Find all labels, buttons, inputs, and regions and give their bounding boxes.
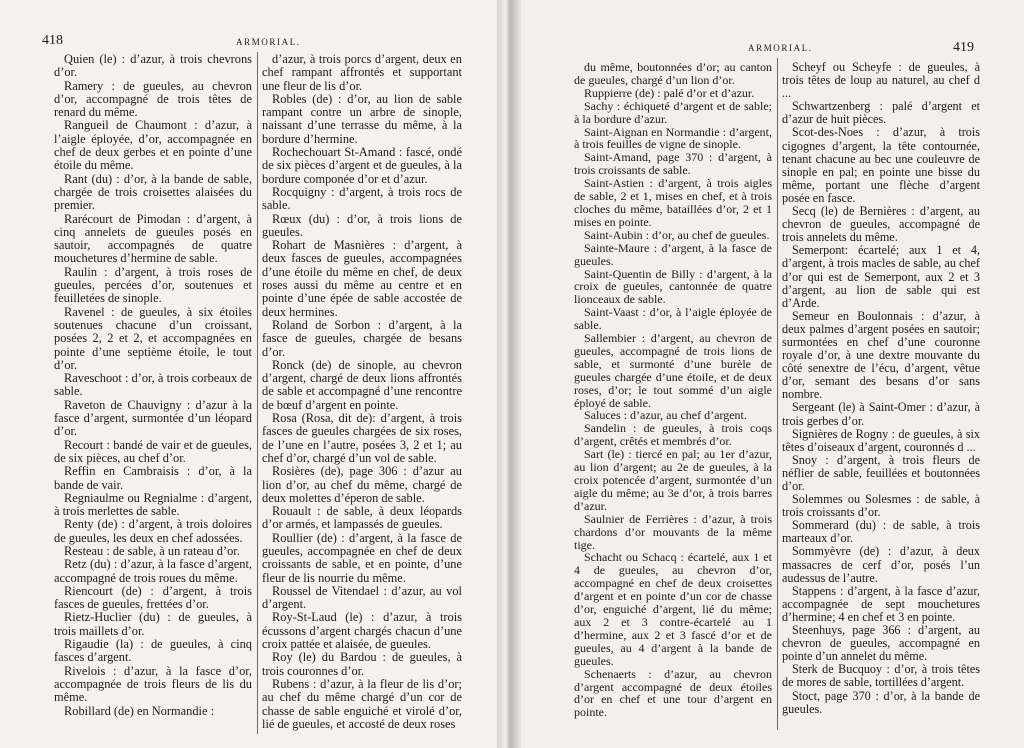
entry: Steenhuys, page 366 : d’argent, au chevron de gueules, accompagné en pointe d’un annelet du même. [782,623,980,664]
entry: Ravenel : de gueules, à six étoiles soutenues chacune d’un croissant, posées 2, 2 et 2, et accompagnées en pointe d’une septième étoile, le tout d’or. [54,304,252,372]
entry: Quien (le) : d’azur, à trois chevrons d’or. [54,52,252,80]
entry: Raulin : d’argent, à trois roses de gueules, percées d’or, soutenues et feuilletées de sinople. [54,264,252,306]
entry: Roland de Sorbon : d’argent, à la fasce de gueules, chargée de besans d’or. [262,317,462,359]
page-number-right: 419 [953,40,974,55]
entry: Sachy : échiqueté d’argent et de sable; à la bordure d’azur. [574,98,772,126]
entry: Roullier (de) : d’argent, à la fasce de gueules, accompagnée en chef de deux croissants de sable, et en pointe, d’une fleur de lis nourrie du même. [262,530,462,585]
entry: Snoy : d’argent, à trois fleurs de néflier de sable, feuillées et boutonnées d’or. [782,452,980,493]
left-column-1 [54,53,252,718]
entry: Ruppierre (de) : palé d’or et d’azur. [584,85,755,100]
entry: Rubens : d’azur, à la fleur de lis d’or; au chef du même chargé d’un cor de chasse de sable enguiché et virolé d’or, lié de gueules, et accosté de deux roses [262,676,462,731]
entry: d’azur, à trois porcs d’argent, deux en chef rampant affrontés et supportant une fleur de lis d’or. [262,52,462,93]
entry: Rochechouart St-Amand : fascé, ondé de six pièces d’argent et de gueules, à la bordure componée d’or et d’azur. [262,145,462,186]
entry: Semeur en Boulonnais : d’azur, à deux palmes d’argent posées en sautoir; surmontées en chef d’une couronne royale d’or, à une dextre mouvante du côté senextre de l’écu, d’argent, vêtue d’or, semant des besans d’or sans nombre. [782,308,980,402]
entry: Robles (de) : d’or, au lion de sable rampant contre un arbre de sinople, naissant d’une terrasse du même, à la bordure d’hermine. [262,91,462,146]
entry: Schacht ou Schacq : écartelé, aux 1 et 4 de gueules, au chevron d’or, accompagné en chef de deux croisettes d’argent et en pointe d’un cor de chasse d’or, enguiché d’argent, lié du même; aux 2 et 3 contre-écartelé au 1 d’hermine, aux 2 et 3 fascé d’or et de gueules, au 4 d’argent à la bande de gueules. [574,550,772,668]
right-column-2 [782,61,980,716]
entry: Raveton de Chauvigny : d’azur à la fasce d’argent, surmontée d’un léopard d’or. [54,397,252,439]
entry: Schenaerts : d’azur, au chevron d’argent accompagné de deux étoiles d’or en chef et une tour d’argent en pointe. [574,666,772,720]
entry: Stappens : d’argent, à la fasce d’azur, accompagnée de sept mouchetures d’hermine; 4 en chef et 3 en pointe. [782,583,980,624]
entry: Saint-Astien : d’argent, à trois aigles de sable, 2 et 1, mises en chef, et à trois cloches du même, bataillées d’or, 2 et 1 mises en pointe. [574,176,772,229]
entry: Saint-Aubin : d’or, au chef de gueules. [584,227,770,242]
entry: Rœux (du) : d’or, à trois lions de gueules. [262,211,462,239]
entry: Rant (du) : d’or, à la bande de sable, chargée de trois croisettes alaisées du premier. [54,171,252,213]
running-head-right: ARMORIAL. [748,43,813,53]
right-page [521,0,1024,748]
entry: Rouault : de sable, à deux léopards d’or armés, et lampassés de gueules. [262,504,462,532]
entry: Secq (le) de Bernières : d’argent, au chevron de gueules, accompagné de trois annelets du même. [782,204,980,245]
page-number-left: 418 [42,33,63,48]
entry: Reffin en Cambraisis : d’or, à la bande de vair. [54,464,252,492]
entry: Sainte-Maure : d’argent, à la fasce de gueules. [574,240,772,268]
left-page [0,0,497,748]
book-gutter [497,0,521,748]
entry: Sallembier : d’argent, au chevron de gueules, accompagné de trois lions de sable, et surmonté d’une burèle de gueules chargée d’une étoile, et de deux roses, d’or; le tout sommé d’un aigle éployé de sable. [574,331,772,410]
entry: Roy-St-Laud (le) : d’azur, à trois écussons d’argent chargés chacun d’une croix pattée et alaisée, de gueules. [262,610,462,652]
entry: Scheyf ou Scheyfe : de gueules, à trois têtes de loup au naturel, au chef d ... [782,60,980,101]
entry: Solemmes ou Solesmes : de sable, à trois croissants d’or. [782,492,980,520]
entry: Sterk de Bucquoy : d’or, à trois têtes de mores de sable, tortillées d’argent. [782,662,980,690]
entry: Rarécourt de Pimodan : d’argent, à cinq annelets de gueules posés en sautoir, accompagnés de quatre mouchetures d’hermine de sable. [54,211,252,266]
entry: Sandelin : de gueules, à trois coqs d’argent, crêtés et membrés d’or. [574,421,772,449]
entry: Saluces : d’azur, au chef d’argent. [584,408,747,423]
column-rule-right [777,58,778,730]
column-rule-left [257,52,258,734]
entry: Sart (le) : tiercé en pal; au 1er d’azur, au lion d’argent; au 2e de gueules, à la croix potencée d’argent, surmontée d’un aigle du même; au 3e d’or, à trois barres d’azur. [574,447,772,513]
entry: Saulnier de Ferrières : d’azur, à trois chardons d’or mouvants de la même tige. [574,511,772,552]
entry: Ramery : de gueules, au chevron d’or, accompagné de trois têtes de renard du même. [54,78,252,120]
entry: Rosa (Rosa, dit de): d’argent, à trois fasces de gueules chargées de six roses, de l’une en l’autre, posées 3, 2 et 1; au chef d’or, chargé d’un vol de sable. [262,411,462,465]
entry: Renty (de) : d’argent, à trois doloires de gueules, les deux en chef adossées. [54,517,252,545]
entry: Rivelois : d’azur, à la fasce d’or, accompagnée de trois fleurs de lis du même. [54,663,252,705]
entry: Riencourt (de) : d’argent, à trois fasces de gueules, frettées d’or. [54,583,252,612]
running-head-left: ARMORIAL. [236,37,301,47]
entry: Scot-des-Noes : d’azur, à trois cigognes d’argent, la tête contournée, tenant chacune au bec une couleuvre de sinople en pal; en pointe une bisse du même, portant une flèche d’argent posée en fasce. [782,125,980,205]
entry: du même, boutonnées d’or; au canton de gueules, chargé d’un lion d’or. [574,60,772,87]
entry: Sergeant (le) à Saint-Omer : d’azur, à trois gerbes d’or. [782,400,980,428]
entry: Saint-Aignan en Normandie : d’argent, à trois feuilles de vigne de sinople. [574,124,772,152]
entry: Saint-Amand, page 370 : d’argent, à trois croissants de sable. [574,150,772,178]
entry: Ronck (de) de sinople, au chevron d’argent, chargé de deux lions affrontés de sable et accompagné d’une rencontre de bœuf d’argent en pointe. [262,357,462,412]
entry: Resteau : de sable, à un rateau d’or. [64,543,240,558]
entry: Retz (du) : d’azur, à la fasce d’argent, accompagné de trois roues du même. [54,557,252,585]
left-column-2 [262,53,462,731]
entry: Semerpont: écartelé; aux 1 et 4, d’argent, à trois macles de sable, au chef d’or qui est de Semerpont, aux 2 et 3 d’argent, au lion de sable qui est d’Arde. [782,243,980,310]
entry: Saint-Quentin de Billy : d’argent, à la croix de gueules, cantonnée de quatre lionceaux de sable. [574,266,772,307]
entry: Raveschoot : d’or, à trois corbeaux de sable. [54,371,252,399]
entry: Rigaudie (la) : de gueules, à cinq fasces d’argent. [54,637,252,665]
entry: Rocquigny : d’argent, à trois rocs de sable. [262,184,462,213]
entry: Sommyèvre (de) : d’azur, à deux massacres de cerf d’or, posés l’un audessus de l’autre. [782,544,980,585]
entry: Roy (le) du Bardou : de gueules, à trois couronnes d’or. [262,650,462,678]
entry: Rietz-Huclier (du) : de gueules, à trois maillets d’or. [54,610,252,638]
entry: Rohart de Masnières : d’argent, à deux fasces de gueules, accompagnées d’une étoile du même en chef, de deux roses aussi du même au centre et en pointe d’une épée de sable accostée de deux hermines. [262,238,462,319]
entry: Sommerard (du) : de sable, à trois marteaux d’or. [782,518,980,546]
entry: Signières de Rogny : de gueules, à six têtes d’oiseaux d’argent, couronnés d ... [782,426,980,454]
entry: Recourt : bandé de vair et de gueules, de six pièces, au chef d’or. [54,437,252,465]
entry: Regniaulme ou Regnialme : d’argent, à trois merlettes de sable. [54,490,252,519]
entry: Rosières (de), page 306 : d’azur au lion d’or, au chef du même, chargé de deux molettes d’éperon de sable. [262,464,462,505]
entry: Schwartzenberg : palé d’argent et d’azur de huit pièces. [782,99,980,127]
right-column-1 [574,61,772,719]
entry: Saint-Vaast : d’or, à l’aigle éployée de sable. [574,305,772,333]
entry: Robillard (de) en Normandie : [64,703,215,718]
entry: Rangueil de Chaumont : d’azur, à l’aigle éployée, d’or, accompagnée en chef de deux gerbes et en pointe d’une étoile du même. [54,118,252,173]
entry: Roussel de Vitendael : d’azur, au vol d’argent. [262,583,462,612]
entry: Stoct, page 370 : d’or, à la bande de gueules. [782,688,980,716]
